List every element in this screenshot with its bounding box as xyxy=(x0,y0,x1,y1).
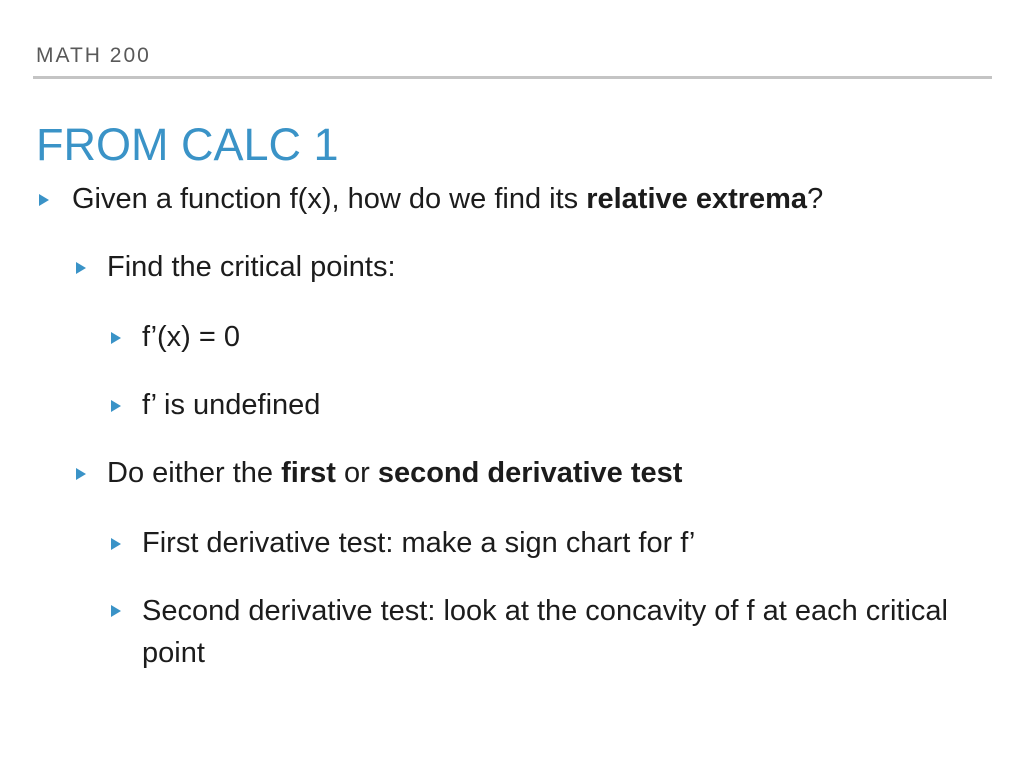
bullet-icon xyxy=(111,605,121,617)
bullet-emphasis: first xyxy=(281,457,336,489)
bullet-emphasis: second derivative test xyxy=(377,457,683,489)
bullet-icon xyxy=(39,194,49,206)
bullet-level2-derivative-test xyxy=(107,452,682,494)
bullet-icon xyxy=(76,468,86,480)
bullet-text: Do either the xyxy=(107,457,282,489)
bullet-icon xyxy=(111,538,121,550)
bullet-text: ? xyxy=(807,183,824,215)
slide-title: FROM CALC 1 xyxy=(36,119,339,170)
bullet-level3-derivative-undefined: f’ is undefined xyxy=(142,389,321,421)
bullet-level2-critical-points: Find the critical points: xyxy=(107,251,396,283)
bullet-level3-derivative-zero: f’(x) = 0 xyxy=(142,321,241,353)
bullet-icon xyxy=(76,262,86,274)
bullet-emphasis: relative extrema xyxy=(586,183,808,215)
bullet-level3-second-derivative-test: Second derivative test: look at the concavity of f at each critical point xyxy=(142,595,948,669)
bullet-level3-first-derivative-test: First derivative test: make a sign chart for f’ xyxy=(142,527,696,559)
course-label: MATH 200 xyxy=(36,44,151,67)
bullet-text: or xyxy=(335,457,378,489)
bullet-icon xyxy=(111,400,121,412)
header-divider xyxy=(33,76,992,79)
bullet-icon xyxy=(111,332,121,344)
bullet-text: Given a function f(x), how do we find its xyxy=(72,183,587,215)
bullet-level1-extrema xyxy=(72,178,823,220)
